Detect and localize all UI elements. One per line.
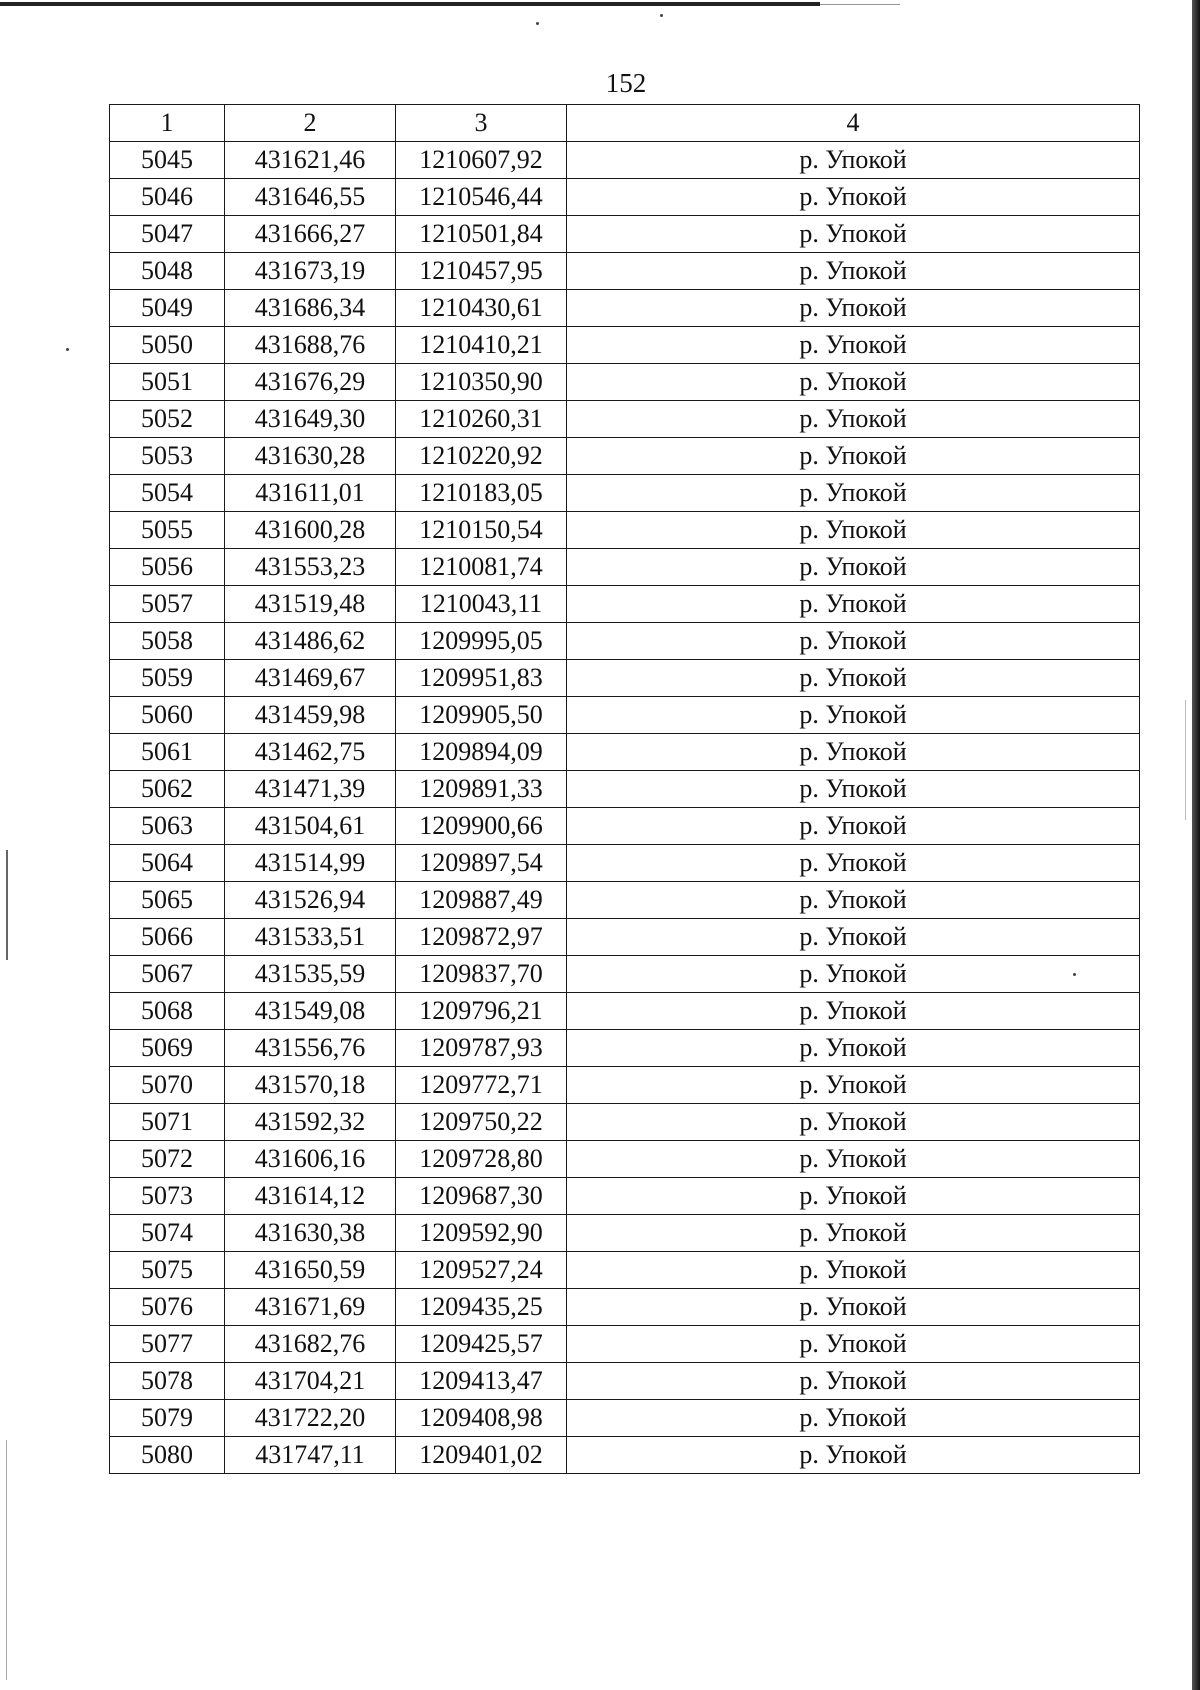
description-cell: р. Упокой (567, 1141, 1140, 1178)
x-coordinate-cell: 431533,51 (225, 919, 396, 956)
table-row (110, 1326, 1140, 1363)
table-row (110, 1437, 1140, 1474)
scan-top-border (0, 2, 820, 6)
y-coordinate-cell: 1209787,93 (396, 1030, 567, 1067)
point-number-cell: 5072 (110, 1141, 225, 1178)
point-number-cell: 5076 (110, 1289, 225, 1326)
table-row (110, 623, 1140, 660)
y-coordinate-cell: 1209750,22 (396, 1104, 567, 1141)
description-cell: р. Упокой (567, 364, 1140, 401)
table-row (110, 1067, 1140, 1104)
table-row (110, 1030, 1140, 1067)
y-coordinate-cell: 1209894,09 (396, 734, 567, 771)
x-coordinate-cell: 431614,12 (225, 1178, 396, 1215)
point-number-cell: 5057 (110, 586, 225, 623)
description-cell: р. Упокой (567, 1437, 1140, 1474)
description-cell: р. Упокой (567, 1400, 1140, 1437)
point-number-cell: 5055 (110, 512, 225, 549)
table-row (110, 1400, 1140, 1437)
x-coordinate-cell: 431747,11 (225, 1437, 396, 1474)
scan-speck (536, 22, 539, 25)
x-coordinate-cell: 431676,29 (225, 364, 396, 401)
x-coordinate-cell: 431686,34 (225, 290, 396, 327)
point-number-cell: 5058 (110, 623, 225, 660)
x-coordinate-cell: 431630,38 (225, 1215, 396, 1252)
description-cell: р. Упокой (567, 1030, 1140, 1067)
description-cell: р. Упокой (567, 290, 1140, 327)
table-row (110, 845, 1140, 882)
y-coordinate-cell: 1210260,31 (396, 401, 567, 438)
y-coordinate-cell: 1209413,47 (396, 1363, 567, 1400)
table-row (110, 1215, 1140, 1252)
point-number-cell: 5056 (110, 549, 225, 586)
scan-right-edge (1192, 0, 1200, 1690)
table-row (110, 1363, 1140, 1400)
table-row (110, 1141, 1140, 1178)
point-number-cell: 5067 (110, 956, 225, 993)
table-row (110, 919, 1140, 956)
point-number-cell: 5078 (110, 1363, 225, 1400)
description-cell: р. Упокой (567, 475, 1140, 512)
y-coordinate-cell: 1209435,25 (396, 1289, 567, 1326)
point-number-cell: 5045 (110, 142, 225, 179)
description-cell: р. Упокой (567, 660, 1140, 697)
x-coordinate-cell: 431600,28 (225, 512, 396, 549)
y-coordinate-cell: 1210546,44 (396, 179, 567, 216)
x-coordinate-cell: 431722,20 (225, 1400, 396, 1437)
y-coordinate-cell: 1210150,54 (396, 512, 567, 549)
scan-left-mark-faint (6, 1440, 7, 1680)
description-cell: р. Упокой (567, 253, 1140, 290)
y-coordinate-cell: 1209872,97 (396, 919, 567, 956)
description-cell: р. Упокой (567, 512, 1140, 549)
x-coordinate-cell: 431535,59 (225, 956, 396, 993)
description-cell: р. Упокой (567, 697, 1140, 734)
point-number-cell: 5073 (110, 1178, 225, 1215)
x-coordinate-cell: 431688,76 (225, 327, 396, 364)
x-coordinate-cell: 431553,23 (225, 549, 396, 586)
point-number-cell: 5061 (110, 734, 225, 771)
description-cell: р. Упокой (567, 1252, 1140, 1289)
description-cell: р. Упокой (567, 179, 1140, 216)
table-row (110, 327, 1140, 364)
description-cell: р. Упокой (567, 623, 1140, 660)
description-cell: р. Упокой (567, 216, 1140, 253)
y-coordinate-cell: 1209887,49 (396, 882, 567, 919)
x-coordinate-cell: 431630,28 (225, 438, 396, 475)
page-number: 152 (605, 68, 647, 98)
y-coordinate-cell: 1210043,11 (396, 586, 567, 623)
column-header: 1 (110, 105, 225, 142)
description-cell: р. Упокой (567, 586, 1140, 623)
x-coordinate-cell: 431611,01 (225, 475, 396, 512)
point-number-cell: 5048 (110, 253, 225, 290)
point-number-cell: 5079 (110, 1400, 225, 1437)
table-row (110, 993, 1140, 1030)
column-header: 2 (225, 105, 396, 142)
column-header: 3 (396, 105, 567, 142)
coordinates-table (109, 104, 1140, 1474)
description-cell: р. Упокой (567, 1215, 1140, 1252)
description-cell: р. Упокой (567, 845, 1140, 882)
point-number-cell: 5063 (110, 808, 225, 845)
table-row (110, 216, 1140, 253)
table-row (110, 734, 1140, 771)
point-number-cell: 5051 (110, 364, 225, 401)
y-coordinate-cell: 1209796,21 (396, 993, 567, 1030)
scan-speck (660, 14, 663, 17)
x-coordinate-cell: 431649,30 (225, 401, 396, 438)
point-number-cell: 5052 (110, 401, 225, 438)
x-coordinate-cell: 431650,59 (225, 1252, 396, 1289)
point-number-cell: 5075 (110, 1252, 225, 1289)
table-row (110, 882, 1140, 919)
description-cell: р. Упокой (567, 882, 1140, 919)
table-row (110, 401, 1140, 438)
x-coordinate-cell: 431570,18 (225, 1067, 396, 1104)
table-row (110, 1289, 1140, 1326)
point-number-cell: 5053 (110, 438, 225, 475)
x-coordinate-cell: 431504,61 (225, 808, 396, 845)
point-number-cell: 5054 (110, 475, 225, 512)
table-row (110, 1104, 1140, 1141)
x-coordinate-cell: 431704,21 (225, 1363, 396, 1400)
y-coordinate-cell: 1210430,61 (396, 290, 567, 327)
y-coordinate-cell: 1209905,50 (396, 697, 567, 734)
table-row (110, 475, 1140, 512)
table-row (110, 290, 1140, 327)
table-row (110, 586, 1140, 623)
x-coordinate-cell: 431666,27 (225, 216, 396, 253)
point-number-cell: 5046 (110, 179, 225, 216)
x-coordinate-cell: 431673,19 (225, 253, 396, 290)
table-row (110, 1252, 1140, 1289)
table-row (110, 179, 1140, 216)
y-coordinate-cell: 1209728,80 (396, 1141, 567, 1178)
description-cell: р. Упокой (567, 771, 1140, 808)
y-coordinate-cell: 1210350,90 (396, 364, 567, 401)
table-row (110, 1178, 1140, 1215)
table-body (110, 142, 1140, 1474)
y-coordinate-cell: 1209995,05 (396, 623, 567, 660)
y-coordinate-cell: 1210183,05 (396, 475, 567, 512)
point-number-cell: 5062 (110, 771, 225, 808)
table-row (110, 142, 1140, 179)
table-row (110, 660, 1140, 697)
x-coordinate-cell: 431526,94 (225, 882, 396, 919)
point-number-cell: 5068 (110, 993, 225, 1030)
description-cell: р. Упокой (567, 1178, 1140, 1215)
point-number-cell: 5066 (110, 919, 225, 956)
point-number-cell: 5059 (110, 660, 225, 697)
table-row (110, 808, 1140, 845)
x-coordinate-cell: 431556,76 (225, 1030, 396, 1067)
table-row (110, 771, 1140, 808)
table-row (110, 549, 1140, 586)
table-row (110, 253, 1140, 290)
x-coordinate-cell: 431549,08 (225, 993, 396, 1030)
x-coordinate-cell: 431606,16 (225, 1141, 396, 1178)
description-cell: р. Упокой (567, 734, 1140, 771)
x-coordinate-cell: 431682,76 (225, 1326, 396, 1363)
x-coordinate-cell: 431459,98 (225, 697, 396, 734)
description-cell: р. Упокой (567, 1326, 1140, 1363)
point-number-cell: 5074 (110, 1215, 225, 1252)
y-coordinate-cell: 1209897,54 (396, 845, 567, 882)
table-header-row (110, 105, 1140, 142)
y-coordinate-cell: 1209592,90 (396, 1215, 567, 1252)
table-row (110, 438, 1140, 475)
scan-left-mark (6, 850, 8, 960)
description-cell: р. Упокой (567, 1289, 1140, 1326)
x-coordinate-cell: 431514,99 (225, 845, 396, 882)
x-coordinate-cell: 431671,69 (225, 1289, 396, 1326)
y-coordinate-cell: 1210607,92 (396, 142, 567, 179)
point-number-cell: 5047 (110, 216, 225, 253)
x-coordinate-cell: 431646,55 (225, 179, 396, 216)
column-header: 4 (567, 105, 1140, 142)
y-coordinate-cell: 1209408,98 (396, 1400, 567, 1437)
description-cell: р. Упокой (567, 919, 1140, 956)
description-cell: р. Упокой (567, 438, 1140, 475)
point-number-cell: 5065 (110, 882, 225, 919)
point-number-cell: 5071 (110, 1104, 225, 1141)
y-coordinate-cell: 1209772,71 (396, 1067, 567, 1104)
description-cell: р. Упокой (567, 993, 1140, 1030)
y-coordinate-cell: 1209951,83 (396, 660, 567, 697)
point-number-cell: 5069 (110, 1030, 225, 1067)
description-cell: р. Упокой (567, 327, 1140, 364)
scan-right-mark (1185, 700, 1186, 820)
x-coordinate-cell: 431592,32 (225, 1104, 396, 1141)
y-coordinate-cell: 1209425,57 (396, 1326, 567, 1363)
description-cell: р. Упокой (567, 1104, 1140, 1141)
y-coordinate-cell: 1210501,84 (396, 216, 567, 253)
y-coordinate-cell: 1209900,66 (396, 808, 567, 845)
point-number-cell: 5060 (110, 697, 225, 734)
description-cell: р. Упокой (567, 549, 1140, 586)
table-row (110, 512, 1140, 549)
x-coordinate-cell: 431486,62 (225, 623, 396, 660)
x-coordinate-cell: 431519,48 (225, 586, 396, 623)
scan-speck (66, 348, 69, 351)
x-coordinate-cell: 431462,75 (225, 734, 396, 771)
point-number-cell: 5050 (110, 327, 225, 364)
point-number-cell: 5077 (110, 1326, 225, 1363)
point-number-cell: 5080 (110, 1437, 225, 1474)
description-cell: р. Упокой (567, 956, 1140, 993)
y-coordinate-cell: 1209837,70 (396, 956, 567, 993)
scan-top-border-faint (820, 4, 900, 5)
description-cell: р. Упокой (567, 142, 1140, 179)
y-coordinate-cell: 1210081,74 (396, 549, 567, 586)
y-coordinate-cell: 1209891,33 (396, 771, 567, 808)
x-coordinate-cell: 431471,39 (225, 771, 396, 808)
point-number-cell: 5070 (110, 1067, 225, 1104)
y-coordinate-cell: 1209401,02 (396, 1437, 567, 1474)
description-cell: р. Упокой (567, 1067, 1140, 1104)
description-cell: р. Упокой (567, 1363, 1140, 1400)
x-coordinate-cell: 431469,67 (225, 660, 396, 697)
y-coordinate-cell: 1210410,21 (396, 327, 567, 364)
table-row (110, 364, 1140, 401)
description-cell: р. Упокой (567, 401, 1140, 438)
y-coordinate-cell: 1210220,92 (396, 438, 567, 475)
point-number-cell: 5049 (110, 290, 225, 327)
y-coordinate-cell: 1209687,30 (396, 1178, 567, 1215)
x-coordinate-cell: 431621,46 (225, 142, 396, 179)
y-coordinate-cell: 1210457,95 (396, 253, 567, 290)
y-coordinate-cell: 1209527,24 (396, 1252, 567, 1289)
point-number-cell: 5064 (110, 845, 225, 882)
table-row (110, 956, 1140, 993)
description-cell: р. Упокой (567, 808, 1140, 845)
table-row (110, 697, 1140, 734)
